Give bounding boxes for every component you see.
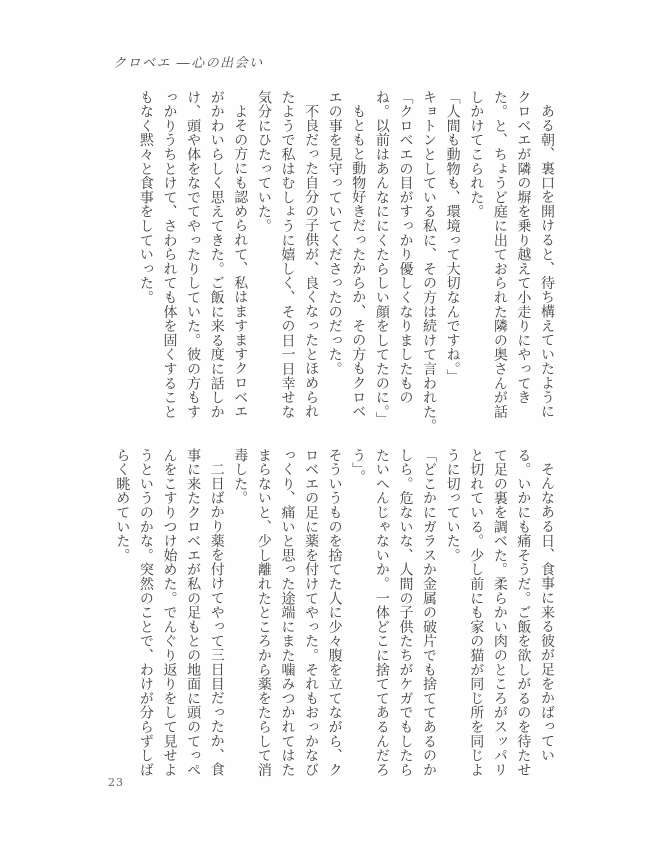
text-line: エの事を見守っていてくださったのだった。 [326, 90, 343, 376]
text-line: しかけてこられた。 [468, 90, 485, 219]
text-line: よその方にも認められて、私はますますクロベエ [232, 104, 249, 419]
text-line: もともと動物好きだったからか、その方もクロベ [350, 104, 367, 419]
text-line: 不良だった自分の子供が、良くなったとほめられ [303, 104, 320, 419]
text-line: たようで私はむしょうに嬉しく、その日一日幸せな [279, 90, 296, 419]
text-line: うに切っていた。 [444, 448, 461, 563]
text-line: 「クロベエの目がすっかり優しくなりましたもの [397, 90, 414, 405]
text-line: たいへんじゃないか。一体どこに捨ててあるんだろ [373, 448, 390, 777]
paragraph-block-bottom [110, 448, 558, 796]
text-line: 事に来たクロベエが私の足もとの地面に頭のてっぺ [185, 448, 202, 777]
text-line: ね。以前はあんなににくたらしい顔をしてたのに。」 [373, 90, 390, 427]
text-line: っかりうちとけて、さわられても体を固くすること [161, 90, 178, 419]
text-line: て足の裏を調べた。柔らかい肉のところがスッパリ [491, 448, 508, 777]
text-line: る。いかにも痛そうだ。ご飯を欲しがるのを待たせ [515, 448, 532, 777]
text-line: しら。危ないな、人間の子供たちがケガでもしたら [397, 448, 414, 777]
text-line: た。と、ちょうど庭に出ておられた隣の奥さんが話 [491, 90, 508, 419]
text-line: そういうものを捨てた人に少々腹を立てながら、ク [326, 448, 343, 777]
text-line: と切れている。少し前にも家の猫が同じ所を同じよ [468, 448, 485, 777]
text-line: がかわいらしく思えてきた。ご飯に来る度に話しか [208, 90, 225, 419]
text-line: ある朝、裏口を開けると、待ち構えていたように [539, 104, 555, 419]
text-line: まらないと、少し離れたところから薬をたらして消 [255, 448, 272, 777]
running-header-title: クロベエ ―心の出会い [113, 56, 264, 71]
text-line: 「どこかにガラスか金属の破片でも捨ててあるのか [421, 448, 438, 777]
paragraph-block-top [133, 90, 558, 434]
page-number: 23 [108, 776, 124, 789]
text-line: 毒した。 [232, 448, 249, 506]
text-line: クロベエが隣の塀を乗り越えて小走りにやってき [515, 90, 532, 405]
text-line: 「人間も動物も、環境って大切なんですね。」 [444, 90, 461, 384]
text-line: け、頭や体をなでてやったりしていた。彼の方もす [185, 90, 202, 419]
text-line: らく眺めていた。 [114, 448, 131, 563]
text-line: そんなある日、食事に来る彼が足をかばってい [539, 462, 555, 763]
text-line: キョトンとしている私に、その方は続けて言われた。 [421, 90, 438, 434]
text-line: う」。 [350, 448, 367, 484]
text-line: もなく黙々と食事をしていった。 [137, 90, 154, 305]
text-line: っくり、痛いと思った途端にまた噛みつかれてはた [279, 448, 296, 777]
text-line: 気分にひたっていた。 [255, 90, 272, 233]
text-line: うというのかな。突然のことで、わけが分らずしば [137, 448, 154, 777]
text-line: 二日ばかり薬を付けてやって三日目だったか、食 [208, 462, 225, 777]
text-line: ロベエの足に薬を付けてやった。それもおっかなび [303, 448, 320, 777]
text-line: んをこすりつけ始めた。でんぐり返りをして見せよ [161, 448, 178, 777]
